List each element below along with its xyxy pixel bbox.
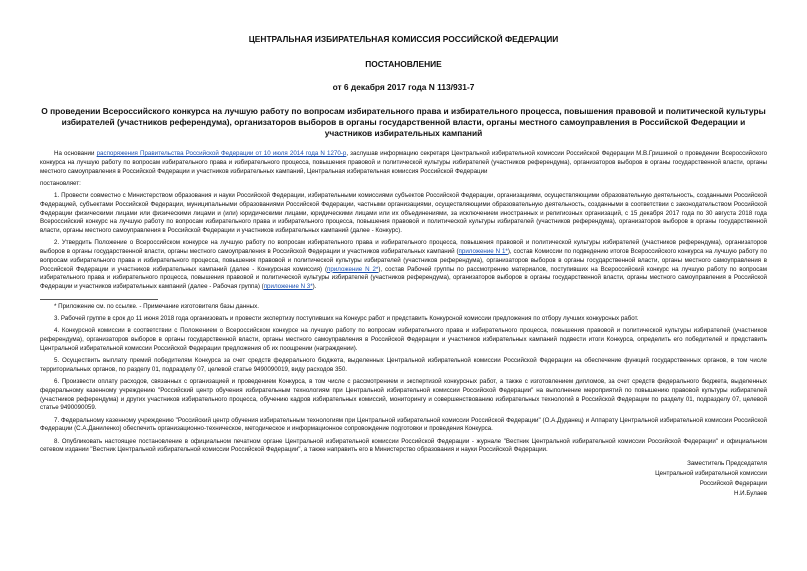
government-order-link[interactable]: распоряжения Правительства Российской Федерации от 10 июля 2014 года N 1270-р bbox=[96, 150, 347, 157]
preamble-paragraph bbox=[40, 150, 767, 176]
signature-block bbox=[40, 459, 767, 499]
document-number: от 6 декабря 2017 года N 113/931-7 bbox=[332, 82, 475, 92]
item-4: 4. Конкурсной комиссии в соответствии с Положением о Всероссийском конкурсе на лучшую работу по вопросам избирательного права и избирательного процесса, повышения правовой и политической культуры избирателей (участников референдума), организаторов выборов в органы государственной власти, органы местного самоуправления в Российской Федерации и участников избирательных кампаний подвести итоги Конкурса, определить его победителей и представить Центральной избирательной комиссии Российской Федерации предложения об их поощрении (награждении). bbox=[40, 327, 767, 352]
footnote: * Приложение см. по ссылке. - Примечание изготовителя базы данных. bbox=[54, 302, 259, 310]
signer-position-3: Российской Федерации bbox=[699, 479, 767, 487]
document-kind: ПОСТАНОВЛЕНИЕ bbox=[365, 59, 442, 69]
item-2 bbox=[40, 239, 767, 292]
item-2-text-c: ), состав Рабочей группы по рассмотрению материалов, поступивших на Всероссийский конкурс на лучшую работу по вопросам избирательного права и избирательного процесса, повышения правовой и политической культуры избирателей (участников референдума), организаторов выборов в органы государственной власти, органы местного самоуправления в Российской Федерации и участников избирательных кампаний (далее - Рабочая группа) ( bbox=[40, 265, 767, 290]
item-5: 5. Осуществить выплату премий победителям Конкурса за счет средств федерального бюджета, выделенных Центральной избирательной комиссии Российской Федерации на обеспечение функций государственных органов, в том числе территориальных органов, по разделу 01, подразделу 07, целевой статье 9490090019, виду расходов 350. bbox=[40, 357, 767, 373]
signer-position-2: Центральной избирательной комиссии bbox=[655, 469, 767, 477]
signer-name: Н.И.Булаев bbox=[733, 489, 767, 497]
appendix-2-link[interactable]: приложение N 2* bbox=[327, 265, 379, 273]
item-8: 8. Опубликовать настоящее постановление в официальном печатном органе Центральной избирательной комиссии Российской Федерации - журнале "Вестник Центральной избирательной комиссии Российской Федерации" и официальном сетевом издании "Вестник Центральной избирательной комиссии Российской Федерации", а также направить его в Министерство образования и науки Российской Федерации. bbox=[40, 437, 767, 454]
document-subject: О проведении Всероссийского конкурса на лучшую работу по вопросам избирательного права и избирательного процесса, повышения правовой и политической культуры избирателей (участников референдума), организаторов выборов в органы государственной власти, органы местного самоуправления в Российской Федерации и участников избирательных кампаний bbox=[41, 106, 766, 138]
footnote-divider bbox=[40, 299, 158, 300]
appendix-3-link[interactable]: приложение N 3* bbox=[263, 283, 313, 290]
resolves-line: постановляет: bbox=[40, 179, 81, 187]
preamble-text-end: , заслушав информацию секретаря Центральной избирательной комиссии Российской Федерации М.В.Гришиной о проведении Всероссийского конкурса на лучшую работу по вопросам избирательного права и избирательного процесса, повышения правовой и политической культуры избирателей (участников референдума), организаторов выборов в органы государственной власти, органы местного самоуправления в Российской Федерации и участников избирательных кампаний, Центральная избирательная комиссия Российской Федерации bbox=[40, 150, 768, 175]
preamble-text-start: На основании bbox=[54, 150, 97, 157]
organization-title: ЦЕНТРАЛЬНАЯ ИЗБИРАТЕЛЬНАЯ КОМИССИЯ РОССИЙСКОЙ ФЕДЕРАЦИИ bbox=[248, 34, 559, 44]
item-3: 3. Рабочей группе в срок до 11 июня 2018 года организовать и провести экспертизу поступивших на Конкурс работ и представить Конкурсной комиссии предложения по отбору лучших конкурсных работ. bbox=[54, 315, 639, 322]
item-7: 7. Федеральному казенному учреждению "Российский центр обучения избирательным технологиям при Центральной избирательной комиссии Российской Федерации" (О.А.Дуданец) и Аппарату Центральной избирательной комиссии Российской Федерации (С.А.Даниленко) обеспечить организационно-техническое, методическое и информационное сопровождение подготовки и проведения Конкурса. bbox=[40, 416, 767, 433]
item-2-text-d: ). bbox=[312, 283, 317, 290]
item-2-text-b: ), состав Комиссии по подведению итогов Всероссийского конкурса на лучшую работу по вопросам избирательного права и избирательного процесса, повышения правовой и политической культуры избирателей (участников референдума), организаторов выборов в органы государственной власти, органы местного самоуправления в Российской Федерации и участников избирательных кампаний (далее - Конкурсная комиссия) ( bbox=[40, 248, 768, 273]
signer-position-1: Заместитель Председателя bbox=[687, 459, 767, 467]
item-1: 1. Провести совместно с Министерством образования и науки Российской Федерации, избирательными комиссиями субъектов Российской Федерации, организациями, осуществляющими образовательную деятельность, созданными Российской Федерацией, субъектами Российской Федерации, муниципальными образованиями Российской Федерации, частными организациями, осуществляющими образовательную деятельность, созданными в соответствии с законодательством Российской Федерации физическими лицами или физическими лицами и (или) юридическими лицами, юридическими лицами или их объединениями, за исключением иностранных и религиозных организаций, с 15 декабря 2017 года по 30 августа 2018 года Всероссийский конкурс на лучшую работу по вопросам избирательного права и избирательного процесса, повышения правовой и политической культуры избирателей (участников референдума), организаторов выборов в органы государственной власти, органы местного самоуправления в Российской Федерации и участников избирательных кампаний (далее - Конкурс). bbox=[40, 192, 767, 234]
item-6: 6. Произвести оплату расходов, связанных с организацией и проведением Конкурса, в том числе с рассмотрением и экспертизой конкурсных работ, а также с изготовлением дипломов, за счет средств федерального бюджета, выделенных федеральному казенному учреждению "Российский центр обучения избирательным технологиям при Центральной избирательной комиссии Российской Федерации" на выполнение мероприятий по повышению правовой культуры избирателей (участников референдума) и других участников избирательного процесса, обучению кадров избирательных комиссий, мониторингу и совершенствованию избирательных технологий в Российской Федерации по разделу 01, подразделу 07, целевой статье 9490090059. bbox=[40, 378, 767, 412]
item-2-text-a: 2. Утвердить Положение о Всероссийском конкурсе на лучшую работу по вопросам избирательного права и избирательного процесса, повышения правовой и политической культуры избирателей (участников референдума), организаторов выборов в органы государственной власти, органы местного самоуправления в Российской Федерации и участников избирательных кампаний ( bbox=[40, 239, 767, 255]
appendix-1-link[interactable]: приложение N 1* bbox=[458, 248, 508, 255]
